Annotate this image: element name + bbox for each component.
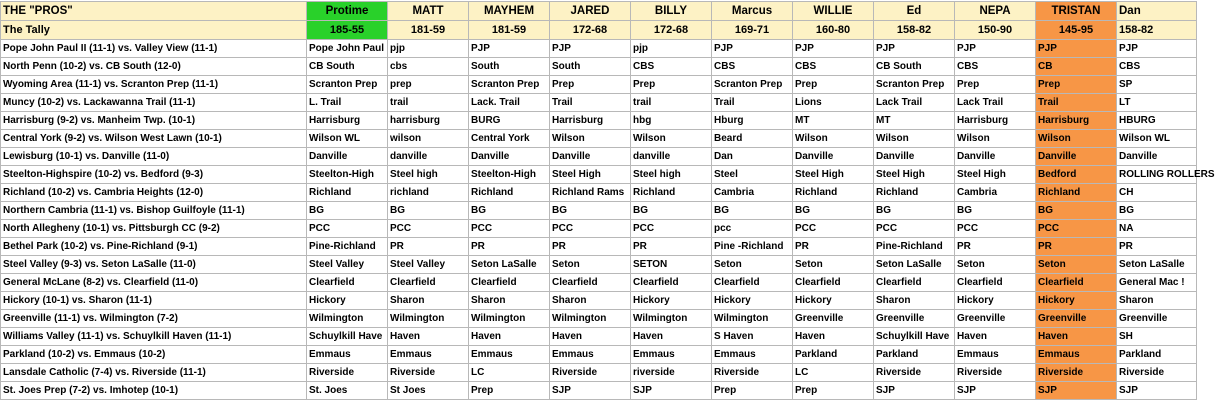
pick-cell[interactable]: HBURG — [1117, 112, 1197, 130]
matchup-cell[interactable]: Muncy (10-2) vs. Lackawanna Trail (11-1) — [1, 94, 307, 112]
pick-cell[interactable]: Trail — [550, 94, 631, 112]
pick-cell[interactable]: Greenville — [874, 310, 955, 328]
pick-cell[interactable]: Danville — [469, 148, 550, 166]
pick-cell[interactable]: Richland — [793, 184, 874, 202]
pick-cell[interactable]: Riverside — [550, 364, 631, 382]
game-row — [1, 328, 1197, 346]
pick-cell[interactable]: Sharon — [1117, 292, 1197, 310]
pick-cell[interactable]: Steelton-High — [469, 166, 550, 184]
pick-cell[interactable]: PR — [388, 238, 469, 256]
game-row — [1, 202, 1197, 220]
pick-cell[interactable]: Steel high — [388, 166, 469, 184]
pick-cell[interactable]: SJP — [1117, 382, 1197, 400]
pick-cell[interactable]: Riverside — [955, 364, 1036, 382]
picker-name-nepa[interactable]: NEPA — [955, 2, 1036, 21]
pick-cell[interactable]: Wilson WL — [1117, 130, 1197, 148]
pick-cell[interactable]: Emmaus — [388, 346, 469, 364]
pick-cell[interactable]: Riverside — [712, 364, 793, 382]
pick-cell[interactable]: Danville — [874, 148, 955, 166]
pick-cell[interactable]: PJP — [955, 40, 1036, 58]
pick-cell[interactable]: Emmaus — [631, 346, 712, 364]
pick-cell[interactable]: Wilmington — [712, 310, 793, 328]
matchup-cell[interactable]: Williams Valley (11-1) vs. Schuylkill Haven (11-1) — [1, 328, 307, 346]
pick-cell[interactable]: BG — [307, 202, 388, 220]
matchup-cell[interactable]: Steelton-Highspire (10-2) vs. Bedford (9-3) — [1, 166, 307, 184]
pick-cell[interactable]: Danville — [1117, 148, 1197, 166]
pick-cell[interactable]: PCC — [550, 220, 631, 238]
matchup-cell[interactable]: General McLane (8-2) vs. Clearfield (11-0) — [1, 274, 307, 292]
score-dan[interactable]: 158-82 — [1117, 21, 1197, 40]
pick-cell[interactable]: Clearfield — [955, 274, 1036, 292]
pick-cell[interactable]: BG — [550, 202, 631, 220]
matchup-cell[interactable]: Wyoming Area (11-1) vs. Scranton Prep (11-1) — [1, 76, 307, 94]
pick-cell[interactable]: prep — [388, 76, 469, 94]
pick-cell[interactable]: ROLLING ROLLERS — [1117, 166, 1197, 184]
pick-cell[interactable]: Richland — [307, 184, 388, 202]
game-row — [1, 112, 1197, 130]
matchup-cell[interactable]: Central York (9-2) vs. Wilson West Lawn (10-1) — [1, 130, 307, 148]
tally-label[interactable]: The Tally — [1, 21, 307, 40]
pick-cell[interactable]: Harrisburg — [550, 112, 631, 130]
pick-cell[interactable]: Clearfield — [631, 274, 712, 292]
pick-cell[interactable]: PJP — [1117, 40, 1197, 58]
picker-name-tristan[interactable]: TRISTAN — [1036, 2, 1117, 21]
pick-cell[interactable]: Schuylkill Have — [874, 328, 955, 346]
pick-cell[interactable]: pcc — [712, 220, 793, 238]
pick-cell[interactable]: Seton — [793, 256, 874, 274]
pick-cell[interactable]: Sharon — [874, 292, 955, 310]
pick-cell[interactable]: Danville — [307, 148, 388, 166]
picker-name-marcus[interactable]: Marcus — [712, 2, 793, 21]
pick-cell[interactable]: Hickory — [307, 292, 388, 310]
game-row — [1, 220, 1197, 238]
pick-cell[interactable]: Cambria — [712, 184, 793, 202]
pick-cell[interactable]: hbg — [631, 112, 712, 130]
pick-cell[interactable]: PR — [550, 238, 631, 256]
pick-cell[interactable]: PCC — [955, 220, 1036, 238]
game-row — [1, 382, 1197, 400]
pick-cell[interactable]: BG — [955, 202, 1036, 220]
pick-cell[interactable]: PCC — [1036, 220, 1117, 238]
pick-cell[interactable]: Trail — [712, 94, 793, 112]
pick-cell[interactable]: St. Joes — [307, 382, 388, 400]
pick-cell[interactable]: PCC — [388, 220, 469, 238]
pick-cell[interactable]: CB South — [307, 58, 388, 76]
matchup-cell[interactable]: St. Joes Prep (7-2) vs. Imhotep (10-1) — [1, 382, 307, 400]
pick-cell[interactable]: richland — [388, 184, 469, 202]
score-jared[interactable]: 172-68 — [550, 21, 631, 40]
pick-cell[interactable]: NA — [1117, 220, 1197, 238]
pick-cell[interactable]: Emmaus — [955, 346, 1036, 364]
pick-cell[interactable]: Wilson — [631, 130, 712, 148]
pick-cell[interactable]: Haven — [1036, 328, 1117, 346]
pick-cell[interactable]: Clearfield — [307, 274, 388, 292]
pick-cell[interactable]: Seton LaSalle — [469, 256, 550, 274]
pick-cell[interactable]: pjp — [388, 40, 469, 58]
pick-cell[interactable]: Clearfield — [388, 274, 469, 292]
pick-cell[interactable]: South — [550, 58, 631, 76]
pick-cell[interactable]: Emmaus — [550, 346, 631, 364]
pick-cell[interactable]: Haven — [631, 328, 712, 346]
picker-name-willie[interactable]: WILLIE — [793, 2, 874, 21]
pick-cell[interactable]: BG — [469, 202, 550, 220]
score-nepa[interactable]: 150-90 — [955, 21, 1036, 40]
picker-name-matt[interactable]: MATT — [388, 2, 469, 21]
pick-cell[interactable]: Steelton-High — [307, 166, 388, 184]
score-marcus[interactable]: 169-71 — [712, 21, 793, 40]
matchup-cell[interactable]: Richland (10-2) vs. Cambria Heights (12-0) — [1, 184, 307, 202]
pick-cell[interactable]: BG — [1036, 202, 1117, 220]
pick-cell[interactable]: PCC — [307, 220, 388, 238]
pick-cell[interactable]: PJP — [550, 40, 631, 58]
pick-cell[interactable]: Clearfield — [1036, 274, 1117, 292]
pick-cell[interactable]: Emmaus — [1036, 346, 1117, 364]
pick-cell[interactable]: Sharon — [469, 292, 550, 310]
pick-cell[interactable]: S Haven — [712, 328, 793, 346]
pick-cell[interactable]: Cambria — [955, 184, 1036, 202]
pick-cell[interactable]: L. Trail — [307, 94, 388, 112]
pick-cell[interactable]: danville — [388, 148, 469, 166]
pick-cell[interactable]: Lions — [793, 94, 874, 112]
pick-cell[interactable]: Harrisburg — [1036, 112, 1117, 130]
pick-cell[interactable]: BG — [631, 202, 712, 220]
picker-name-protime[interactable]: Protime — [307, 2, 388, 21]
game-row — [1, 76, 1197, 94]
pick-cell[interactable]: Danville — [1036, 148, 1117, 166]
pick-cell[interactable]: wilson — [388, 130, 469, 148]
matchup-cell[interactable]: North Penn (10-2) vs. CB South (12-0) — [1, 58, 307, 76]
pick-cell[interactable]: Danville — [955, 148, 1036, 166]
pick-cell[interactable]: Wilson — [955, 130, 1036, 148]
pick-cell[interactable]: BG — [793, 202, 874, 220]
game-row — [1, 256, 1197, 274]
pick-cell[interactable]: Steel — [712, 166, 793, 184]
pick-cell[interactable]: pjp — [631, 40, 712, 58]
pick-cell[interactable]: PJP — [1036, 40, 1117, 58]
pick-cell[interactable]: Parkland — [793, 346, 874, 364]
pick-cell[interactable]: Steel High — [955, 166, 1036, 184]
pick-cell[interactable]: Emmaus — [712, 346, 793, 364]
pick-cell[interactable]: Danville — [793, 148, 874, 166]
pick-cell[interactable]: Bedford — [1036, 166, 1117, 184]
pick-cell[interactable]: Prep — [631, 76, 712, 94]
pick-cell[interactable]: PJP — [712, 40, 793, 58]
matchup-cell[interactable]: Pope John Paul II (11-1) vs. Valley View (11-1) — [1, 40, 307, 58]
pick-cell[interactable]: Wilson — [874, 130, 955, 148]
pick-cell[interactable]: LT — [1117, 94, 1197, 112]
pick-cell[interactable]: Haven — [955, 328, 1036, 346]
pick-cell[interactable]: Sharon — [550, 292, 631, 310]
picker-name-mayhem[interactable]: MAYHEM — [469, 2, 550, 21]
pick-cell[interactable]: Lack Trail — [874, 94, 955, 112]
matchup-cell[interactable]: Parkland (10-2) vs. Emmaus (10-2) — [1, 346, 307, 364]
pick-cell[interactable]: Harrisburg — [307, 112, 388, 130]
pick-cell[interactable]: Hickory — [631, 292, 712, 310]
pick-cell[interactable]: Pope John Paul — [307, 40, 388, 58]
pick-cell[interactable]: Trail — [1036, 94, 1117, 112]
pick-cell[interactable]: MT — [874, 112, 955, 130]
matchup-cell[interactable]: Harrisburg (9-2) vs. Manheim Twp. (10-1) — [1, 112, 307, 130]
pick-cell[interactable]: Wilmington — [469, 310, 550, 328]
pick-cell[interactable]: CBS — [793, 58, 874, 76]
pick-cell[interactable]: Beard — [712, 130, 793, 148]
score-billy[interactable]: 172-68 — [631, 21, 712, 40]
pick-cell[interactable]: Wilmington — [388, 310, 469, 328]
game-row — [1, 184, 1197, 202]
pick-cell[interactable]: PR — [1036, 238, 1117, 256]
pick-cell[interactable]: Seton — [1036, 256, 1117, 274]
pick-cell[interactable]: Emmaus — [469, 346, 550, 364]
pick-cell[interactable]: Seton LaSalle — [1117, 256, 1197, 274]
pick-cell[interactable]: BG — [712, 202, 793, 220]
picker-name-dan[interactable]: Dan — [1117, 2, 1197, 21]
pick-cell[interactable]: Riverside — [874, 364, 955, 382]
picks-spreadsheet — [0, 1, 1215, 400]
pick-cell[interactable]: LC — [793, 364, 874, 382]
picker-name-billy[interactable]: BILLY — [631, 2, 712, 21]
pick-cell[interactable]: PCC — [469, 220, 550, 238]
pick-cell[interactable]: Haven — [388, 328, 469, 346]
score-mayhem[interactable]: 181-59 — [469, 21, 550, 40]
pick-cell[interactable]: Hickory — [712, 292, 793, 310]
pick-cell[interactable]: Central York — [469, 130, 550, 148]
pick-cell[interactable]: CBS — [1117, 58, 1197, 76]
pick-cell[interactable]: SP — [1117, 76, 1197, 94]
pick-cell[interactable]: riverside — [631, 364, 712, 382]
picker-name-jared[interactable]: JARED — [550, 2, 631, 21]
sheet-title[interactable]: THE "PROS" — [1, 2, 307, 21]
pick-cell[interactable]: PJP — [874, 40, 955, 58]
pick-cell[interactable]: Wilson WL — [307, 130, 388, 148]
score-tristan[interactable]: 145-95 — [1036, 21, 1117, 40]
pick-cell[interactable]: SJP — [1036, 382, 1117, 400]
pick-cell[interactable]: Emmaus — [307, 346, 388, 364]
score-protime[interactable]: 185-55 — [307, 21, 388, 40]
pick-cell[interactable]: PR — [631, 238, 712, 256]
pick-cell[interactable]: SJP — [550, 382, 631, 400]
pick-cell[interactable]: Seton — [550, 256, 631, 274]
pick-cell[interactable]: PJP — [469, 40, 550, 58]
matchup-cell[interactable]: Bethel Park (10-2) vs. Pine-Richland (9-1) — [1, 238, 307, 256]
pick-cell[interactable]: Steel Valley — [307, 256, 388, 274]
pick-cell[interactable]: Parkland — [1117, 346, 1197, 364]
pick-cell[interactable]: Lack. Trail — [469, 94, 550, 112]
score-willie[interactable]: 160-80 — [793, 21, 874, 40]
pick-cell[interactable]: Clearfield — [712, 274, 793, 292]
pick-cell[interactable]: Clearfield — [469, 274, 550, 292]
matchup-cell[interactable]: North Allegheny (10-1) vs. Pittsburgh CC (9-2) — [1, 220, 307, 238]
game-row — [1, 94, 1197, 112]
pick-cell[interactable]: Richland — [631, 184, 712, 202]
game-row — [1, 166, 1197, 184]
game-row — [1, 364, 1197, 382]
pick-cell[interactable]: Richland — [1036, 184, 1117, 202]
pick-cell[interactable]: Hickory — [1036, 292, 1117, 310]
score-ed[interactable]: 158-82 — [874, 21, 955, 40]
pick-cell[interactable]: PCC — [874, 220, 955, 238]
pick-cell[interactable]: Scranton Prep — [712, 76, 793, 94]
tally-row — [1, 21, 1197, 40]
pick-cell[interactable]: PCC — [631, 220, 712, 238]
pick-cell[interactable]: PR — [955, 238, 1036, 256]
pick-cell[interactable]: Greenville — [793, 310, 874, 328]
pick-cell[interactable]: Wilson — [550, 130, 631, 148]
pick-cell[interactable]: Steel High — [793, 166, 874, 184]
pick-cell[interactable]: danville — [631, 148, 712, 166]
pick-cell[interactable]: Riverside — [1117, 364, 1197, 382]
picker-name-ed[interactable]: Ed — [874, 2, 955, 21]
score-matt[interactable]: 181-59 — [388, 21, 469, 40]
pick-cell[interactable]: Riverside — [307, 364, 388, 382]
pick-cell[interactable]: CBS — [712, 58, 793, 76]
pick-cell[interactable]: PR — [1117, 238, 1197, 256]
matchup-cell[interactable]: Lansdale Catholic (7-4) vs. Riverside (11-1) — [1, 364, 307, 382]
game-row — [1, 58, 1197, 76]
game-row — [1, 40, 1197, 58]
pick-cell[interactable]: LC — [469, 364, 550, 382]
pick-cell[interactable]: Parkland — [874, 346, 955, 364]
matchup-cell[interactable]: Greenville (11-1) vs. Wilmington (7-2) — [1, 310, 307, 328]
pick-cell[interactable]: Scranton Prep — [307, 76, 388, 94]
game-row — [1, 310, 1197, 328]
pick-cell[interactable]: SJP — [955, 382, 1036, 400]
pick-cell[interactable]: Pine -Richland — [712, 238, 793, 256]
pick-cell[interactable]: Wilson — [793, 130, 874, 148]
pick-cell[interactable]: Clearfield — [793, 274, 874, 292]
pick-cell[interactable]: Sharon — [388, 292, 469, 310]
pick-cell[interactable]: Prep — [550, 76, 631, 94]
pick-cell[interactable]: CH — [1117, 184, 1197, 202]
pick-cell[interactable]: SJP — [874, 382, 955, 400]
pick-cell[interactable]: Hburg — [712, 112, 793, 130]
pick-cell[interactable]: Seton — [955, 256, 1036, 274]
pick-cell[interactable]: Hickory — [955, 292, 1036, 310]
pick-cell[interactable]: CBS — [955, 58, 1036, 76]
pick-cell[interactable]: General Mac ! — [1117, 274, 1197, 292]
pick-cell[interactable]: Greenville — [1036, 310, 1117, 328]
picker-names-row — [1, 2, 1197, 21]
pick-cell[interactable]: Clearfield — [874, 274, 955, 292]
pick-cell[interactable]: BG — [874, 202, 955, 220]
game-row — [1, 274, 1197, 292]
pick-cell[interactable]: trail — [388, 94, 469, 112]
matchup-cell[interactable]: Lewisburg (10-1) vs. Danville (11-0) — [1, 148, 307, 166]
pick-cell[interactable]: Haven — [550, 328, 631, 346]
pick-cell[interactable]: Greenville — [955, 310, 1036, 328]
pick-cell[interactable]: CBS — [631, 58, 712, 76]
pick-cell[interactable]: CB South — [874, 58, 955, 76]
pick-cell[interactable]: Richland Rams — [550, 184, 631, 202]
pick-cell[interactable]: Wilmington — [307, 310, 388, 328]
pick-cell[interactable]: Prep — [712, 382, 793, 400]
pick-cell[interactable]: harrisburg — [388, 112, 469, 130]
pick-cell[interactable]: Prep — [1036, 76, 1117, 94]
pick-cell[interactable]: Clearfield — [550, 274, 631, 292]
pick-cell[interactable]: Pine-Richland — [874, 238, 955, 256]
pick-cell[interactable]: Wilson — [1036, 130, 1117, 148]
pick-cell[interactable]: Wilmington — [550, 310, 631, 328]
pick-cell[interactable]: SJP — [631, 382, 712, 400]
pick-cell[interactable]: BURG — [469, 112, 550, 130]
game-row — [1, 346, 1197, 364]
pick-cell[interactable]: PR — [469, 238, 550, 256]
pick-cell[interactable]: Danville — [550, 148, 631, 166]
pick-cell[interactable]: Lack Trail — [955, 94, 1036, 112]
pick-cell[interactable]: Prep — [469, 382, 550, 400]
pick-cell[interactable]: PCC — [793, 220, 874, 238]
matchup-cell[interactable]: Steel Valley (9-3) vs. Seton LaSalle (11-0) — [1, 256, 307, 274]
pick-cell[interactable]: SH — [1117, 328, 1197, 346]
pick-cell[interactable]: BG — [388, 202, 469, 220]
pick-cell[interactable]: cbs — [388, 58, 469, 76]
pick-cell[interactable]: Riverside — [388, 364, 469, 382]
pick-cell[interactable]: Pine-Richland — [307, 238, 388, 256]
game-row — [1, 238, 1197, 256]
pick-cell[interactable]: Seton — [712, 256, 793, 274]
pick-cell[interactable]: Schuylkill Have — [307, 328, 388, 346]
matchup-cell[interactable]: Northern Cambria (11-1) vs. Bishop Guilfoyle (11-1) — [1, 202, 307, 220]
pick-cell[interactable]: Seton LaSalle — [874, 256, 955, 274]
pick-cell[interactable]: CB — [1036, 58, 1117, 76]
pick-cell[interactable]: Steel Valley — [388, 256, 469, 274]
pick-cell[interactable]: Prep — [955, 76, 1036, 94]
pick-cell[interactable]: Riverside — [1036, 364, 1117, 382]
pick-cell[interactable]: Harrisburg — [955, 112, 1036, 130]
pick-cell[interactable]: Haven — [469, 328, 550, 346]
pick-cell[interactable]: Richland — [469, 184, 550, 202]
pick-cell[interactable]: Richland — [874, 184, 955, 202]
pick-cell[interactable]: trail — [631, 94, 712, 112]
pick-cell[interactable]: Steel High — [550, 166, 631, 184]
pick-cell[interactable]: Prep — [793, 382, 874, 400]
pick-cell[interactable]: BG — [1117, 202, 1197, 220]
pick-cell[interactable]: Scranton Prep — [469, 76, 550, 94]
pick-cell[interactable]: Haven — [793, 328, 874, 346]
game-row — [1, 130, 1197, 148]
pick-cell[interactable]: Dan — [712, 148, 793, 166]
pick-cell[interactable]: PR — [793, 238, 874, 256]
game-row — [1, 148, 1197, 166]
pick-cell[interactable]: Hickory — [793, 292, 874, 310]
pick-cell[interactable]: Scranton Prep — [874, 76, 955, 94]
pick-cell[interactable]: Steel High — [874, 166, 955, 184]
pick-cell[interactable]: Greenville — [1117, 310, 1197, 328]
pick-cell[interactable]: Wilmington — [631, 310, 712, 328]
pick-cell[interactable]: Prep — [793, 76, 874, 94]
game-row — [1, 292, 1197, 310]
pick-cell[interactable]: PJP — [793, 40, 874, 58]
matchup-cell[interactable]: Hickory (10-1) vs. Sharon (11-1) — [1, 292, 307, 310]
pick-cell[interactable]: MT — [793, 112, 874, 130]
pick-cell[interactable]: SETON — [631, 256, 712, 274]
pick-cell[interactable]: St Joes — [388, 382, 469, 400]
pick-cell[interactable]: Steel high — [631, 166, 712, 184]
pick-cell[interactable]: South — [469, 58, 550, 76]
